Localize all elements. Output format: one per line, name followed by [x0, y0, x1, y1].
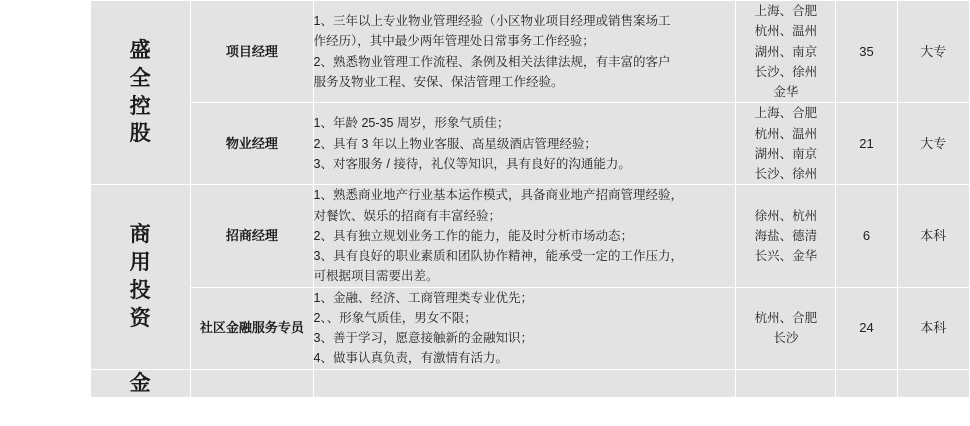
position-cell [191, 103, 313, 185]
city-line: 海盐、德清 [754, 228, 818, 243]
table-row [91, 185, 970, 287]
headcount-cell [836, 287, 897, 369]
position-label: 社区金融服务专员 [199, 320, 304, 336]
requirement-line: 1、三年以上专业物业管理经验（小区物业项目经理或销售案场工 [313, 14, 671, 29]
position-cell [191, 185, 313, 287]
position-cell [191, 1, 313, 103]
city-line: 杭州、温州 [754, 126, 818, 141]
city-cell [736, 185, 836, 287]
education-value: 大专 [920, 43, 947, 59]
city-line: 湖州、南京 [754, 44, 818, 59]
headcount-value: 35 [859, 43, 874, 59]
headcount-value: 24 [859, 320, 874, 336]
requirements-cell [313, 103, 736, 185]
requirements-cell [313, 287, 736, 369]
table-row-partial [91, 369, 970, 398]
requirement-line: 可根据项目需要出差。 [313, 269, 439, 284]
department-cell [91, 369, 191, 398]
requirement-line: 4、做事认真负责，有激情有活力。 [313, 351, 508, 366]
education-cell [897, 1, 969, 103]
city-line: 长沙、徐州 [754, 167, 818, 181]
education-cell [897, 103, 969, 185]
requirement-line: 1、年龄 25-35 周岁，形象气质佳； [313, 116, 510, 131]
requirements-cell [313, 1, 736, 103]
city-cell [736, 287, 836, 369]
department-cell [91, 1, 191, 185]
headcount-value: 6 [862, 228, 871, 244]
headcount-cell [836, 369, 897, 398]
city-line: 杭州、温州 [754, 24, 818, 39]
city-line: 金华 [773, 85, 799, 99]
requirement-line: 服务及物业工程、安保、保洁管理工作经验。 [313, 74, 564, 89]
headcount-cell [836, 1, 897, 103]
table-row [91, 103, 970, 185]
education-value: 本科 [920, 228, 947, 244]
position-label: 物业经理 [225, 136, 278, 151]
education-value: 大专 [920, 136, 947, 151]
headcount-cell [836, 103, 897, 185]
job-postings-table [90, 0, 970, 398]
position-cell [191, 287, 313, 369]
city-line: 长兴、金华 [754, 249, 818, 263]
requirement-line: 3、对客服务 / 接待，礼仪等知识，具有良好的沟通能力。 [313, 156, 631, 171]
education-cell [897, 185, 969, 287]
city-line: 杭州、合肥 [754, 310, 818, 325]
education-cell [897, 369, 969, 398]
requirement-line: 1、金融、经济、工商管理类专业优先； [313, 290, 533, 305]
requirement-line: 对餐饮、娱乐的招商有丰富经验； [313, 208, 502, 223]
requirement-line: 1、熟悉商业地产行业基本运作模式，具备商业地产招商管理经验， [313, 188, 683, 203]
requirement-line: 2、、形象气质佳，男女不限； [313, 310, 477, 325]
education-value: 本科 [920, 320, 947, 336]
requirement-line: 3、善于学习，愿意接触新的金融知识； [313, 331, 533, 345]
city-cell [736, 103, 836, 185]
requirement-line: 2、具有独立规划业务工作的能力，能及时分析市场动态； [313, 228, 633, 243]
requirements-cell [313, 369, 736, 398]
city-line: 湖州、南京 [754, 146, 818, 161]
requirements-cell [313, 185, 736, 287]
education-cell [897, 287, 969, 369]
city-cell [736, 369, 836, 398]
department-label: 金 [129, 371, 152, 395]
city-line: 长沙、徐州 [754, 64, 818, 79]
city-cell [736, 1, 836, 103]
position-label: 项目经理 [225, 43, 278, 59]
requirement-line: 作经历），其中最少两年管理处日常事务工作经验； [313, 34, 595, 49]
department-cell [91, 185, 191, 369]
city-line: 上海、合肥 [754, 4, 818, 18]
requirement-line: 2、熟悉物业管理工作流程、条例及相关法律法规，有丰富的客户 [313, 54, 671, 69]
requirement-line: 3、具有良好的职业素质和团队协作精神，能承受一定的工作压力， [313, 249, 683, 263]
table-row [91, 287, 970, 369]
table-row [91, 1, 970, 103]
city-line: 上海、合肥 [754, 106, 818, 121]
city-line: 长沙 [773, 331, 799, 345]
department-label: 商用投资 [129, 223, 152, 330]
requirement-line: 2、具有 3 年以上物业客服、高星级酒店管理经验； [313, 136, 597, 151]
position-cell [191, 369, 313, 398]
department-label: 盛全控股 [129, 39, 152, 146]
headcount-cell [836, 185, 897, 287]
headcount-value: 21 [859, 136, 874, 151]
position-label: 招商经理 [225, 228, 278, 244]
city-line: 徐州、杭州 [754, 208, 818, 223]
